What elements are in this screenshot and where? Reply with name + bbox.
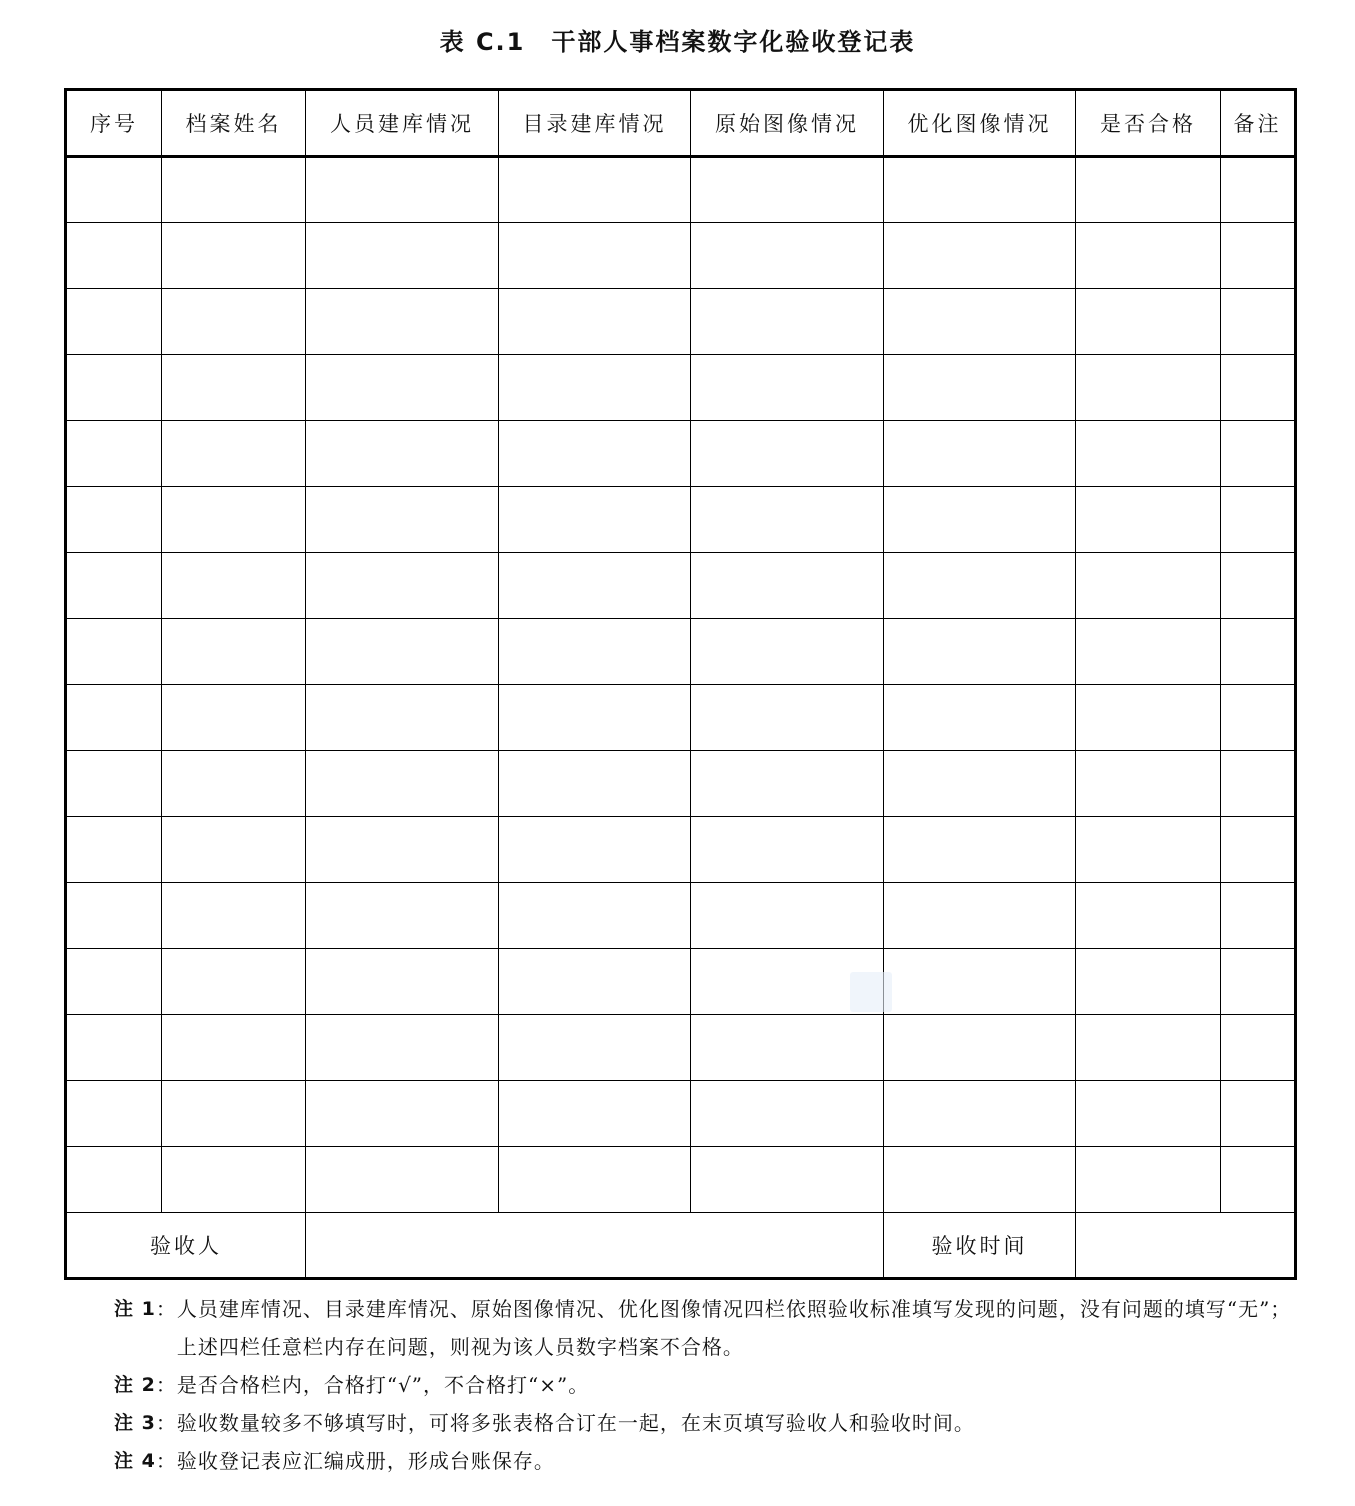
table-row (66, 553, 1296, 619)
table-cell[interactable] (1221, 223, 1296, 289)
table-cell[interactable] (306, 883, 499, 949)
table-cell[interactable] (162, 1015, 306, 1081)
table-cell[interactable] (162, 619, 306, 685)
note-text: 验收数量较多不够填写时，可将多张表格合订在一起，在末页填写验收人和验收时间。 (176, 1411, 975, 1435)
table-cell[interactable] (66, 289, 162, 355)
note-text: 是否合格栏内，合格打“√”，不合格打“×”。 (176, 1373, 590, 1397)
note-item: 注 1 ： 人员建库情况、目录建库情况、原始图像情况、优化图像情况四栏依照验收标准填写发现的问题，没有问题的填写“无”；上述四栏任意栏内存在问题，则视为该人员数字档案不合格。 (114, 1290, 1299, 1366)
table-body (66, 157, 1296, 1213)
table-cell[interactable] (162, 553, 306, 619)
table-cell[interactable] (1221, 289, 1296, 355)
table-cell[interactable] (66, 355, 162, 421)
table-cell[interactable] (1221, 883, 1296, 949)
acceptance-time-label: 验收时间 (884, 1213, 1076, 1279)
table-cell[interactable] (691, 487, 884, 553)
table-cell[interactable] (691, 289, 884, 355)
header-cell: 优化图像情况 (884, 90, 1076, 157)
table-cell[interactable] (499, 883, 691, 949)
note-item: 注 4 ： 验收登记表应汇编成册，形成台账保存。 (114, 1442, 1299, 1480)
header-cell: 原始图像情况 (691, 90, 884, 157)
table-cell[interactable] (691, 619, 884, 685)
table-cell[interactable] (499, 355, 691, 421)
table-cell[interactable] (66, 421, 162, 487)
table-cell[interactable] (884, 355, 1076, 421)
table-cell[interactable] (499, 685, 691, 751)
table-row (66, 817, 1296, 883)
table-row (66, 685, 1296, 751)
header-row (66, 90, 1296, 157)
table-cell[interactable] (162, 223, 306, 289)
table-cell[interactable] (1076, 817, 1221, 883)
table-cell[interactable] (499, 751, 691, 817)
table-cell[interactable] (306, 223, 499, 289)
table-cell[interactable] (884, 289, 1076, 355)
table-cell[interactable] (66, 157, 162, 223)
table-cell[interactable] (1221, 1015, 1296, 1081)
table-cell[interactable] (691, 685, 884, 751)
table-cell[interactable] (1221, 487, 1296, 553)
table-cell[interactable] (499, 1147, 691, 1213)
table-cell[interactable] (306, 421, 499, 487)
table-cell[interactable] (1076, 1015, 1221, 1081)
table-row (66, 355, 1296, 421)
header-cell: 备注 (1221, 90, 1296, 157)
table-cell[interactable] (691, 817, 884, 883)
table-cell[interactable] (1221, 1081, 1296, 1147)
table-cell[interactable] (66, 619, 162, 685)
table-cell[interactable] (1221, 355, 1296, 421)
table-cell[interactable] (884, 1081, 1076, 1147)
table-cell[interactable] (1076, 685, 1221, 751)
table-row (66, 289, 1296, 355)
table-cell[interactable] (306, 487, 499, 553)
table-cell[interactable] (884, 883, 1076, 949)
table-cell[interactable] (66, 883, 162, 949)
table-cell[interactable] (691, 1147, 884, 1213)
table-row (66, 223, 1296, 289)
table-cell[interactable] (306, 1081, 499, 1147)
table-cell[interactable] (499, 421, 691, 487)
table-cell[interactable] (66, 553, 162, 619)
table-cell[interactable] (1221, 1147, 1296, 1213)
acceptor-field[interactable] (306, 1213, 884, 1279)
table-cell[interactable] (306, 553, 499, 619)
note-item: 注 3 ： 验收数量较多不够填写时，可将多张表格合订在一起，在末页填写验收人和验收时间。 (114, 1404, 1299, 1442)
table-cell[interactable] (66, 1015, 162, 1081)
table-cell[interactable] (162, 421, 306, 487)
table-row (66, 487, 1296, 553)
table-cell[interactable] (884, 223, 1076, 289)
note-text: 人员建库情况、目录建库情况、原始图像情况、优化图像情况四栏依照验收标准填写发现的问题，没有问题的填写“无”；上述四栏任意栏内存在问题，则视为该人员数字档案不合格。 (176, 1297, 1292, 1359)
table-cell[interactable] (884, 1147, 1076, 1213)
table-cell[interactable] (1221, 685, 1296, 751)
table-cell[interactable] (66, 487, 162, 553)
table-cell[interactable] (306, 949, 499, 1015)
table-cell[interactable] (66, 949, 162, 1015)
note-text: 验收登记表应汇编成册，形成台账保存。 (176, 1449, 555, 1473)
table-row (66, 157, 1296, 223)
table-cell[interactable] (1221, 157, 1296, 223)
table-cell[interactable] (691, 421, 884, 487)
table-cell[interactable] (884, 553, 1076, 619)
note-label: 注 4 (114, 1450, 156, 1472)
table-cell[interactable] (691, 883, 884, 949)
table-cell[interactable] (884, 487, 1076, 553)
table-row (66, 1015, 1296, 1081)
table-cell[interactable] (884, 817, 1076, 883)
table-cell[interactable] (162, 949, 306, 1015)
table-cell[interactable] (691, 553, 884, 619)
table-cell[interactable] (66, 1081, 162, 1147)
table-cell[interactable] (499, 553, 691, 619)
table-cell[interactable] (162, 817, 306, 883)
table-cell[interactable] (884, 1015, 1076, 1081)
table-row (66, 949, 1296, 1015)
table-cell[interactable] (1076, 949, 1221, 1015)
table-cell[interactable] (162, 289, 306, 355)
table-cell[interactable] (306, 157, 499, 223)
table-cell[interactable] (691, 157, 884, 223)
header-cell: 序号 (66, 90, 162, 157)
table-cell[interactable] (162, 157, 306, 223)
table-cell[interactable] (162, 883, 306, 949)
table-cell[interactable] (1076, 355, 1221, 421)
table-cell[interactable] (1076, 223, 1221, 289)
table-cell[interactable] (884, 421, 1076, 487)
table-cell[interactable] (1076, 883, 1221, 949)
table-cell[interactable] (1221, 421, 1296, 487)
table-cell[interactable] (1221, 619, 1296, 685)
table-cell[interactable] (1076, 289, 1221, 355)
table-cell[interactable] (306, 619, 499, 685)
table-cell[interactable] (1076, 487, 1221, 553)
acceptor-label: 验收人 (66, 1213, 306, 1279)
table-cell[interactable] (691, 1015, 884, 1081)
table-cell[interactable] (306, 751, 499, 817)
table-cell[interactable] (1076, 157, 1221, 223)
table-cell[interactable] (499, 223, 691, 289)
table-cell[interactable] (499, 619, 691, 685)
table-cell[interactable] (691, 223, 884, 289)
table-cell[interactable] (66, 685, 162, 751)
table-row (66, 1081, 1296, 1147)
table-cell[interactable] (306, 355, 499, 421)
note-label: 注 2 (114, 1374, 156, 1396)
table-row (66, 1147, 1296, 1213)
table-row (66, 751, 1296, 817)
table-cell[interactable] (1076, 553, 1221, 619)
table-cell[interactable] (499, 157, 691, 223)
header-cell: 人员建库情况 (306, 90, 499, 157)
table-cell[interactable] (306, 289, 499, 355)
table-cell[interactable] (499, 487, 691, 553)
table-cell[interactable] (306, 1015, 499, 1081)
table-cell[interactable] (306, 1147, 499, 1213)
table-cell[interactable] (306, 685, 499, 751)
table-cell[interactable] (162, 751, 306, 817)
table-cell[interactable] (162, 1081, 306, 1147)
table-cell[interactable] (691, 751, 884, 817)
table-cell[interactable] (884, 619, 1076, 685)
header-cell: 档案姓名 (162, 90, 306, 157)
acceptance-time-field[interactable] (1076, 1213, 1296, 1279)
table-cell[interactable] (691, 355, 884, 421)
table-cell[interactable] (1221, 949, 1296, 1015)
table-cell[interactable] (1076, 619, 1221, 685)
table-cell[interactable] (1221, 553, 1296, 619)
note-label: 注 3 (114, 1412, 156, 1434)
header-cell: 是否合格 (1076, 90, 1221, 157)
registration-table (64, 88, 1297, 1280)
table-cell[interactable] (162, 685, 306, 751)
table-cell[interactable] (66, 817, 162, 883)
table-cell[interactable] (499, 949, 691, 1015)
table-cell[interactable] (499, 1015, 691, 1081)
table-cell[interactable] (1221, 751, 1296, 817)
table-cell[interactable] (691, 1081, 884, 1147)
header-cell: 目录建库情况 (499, 90, 691, 157)
footer-row (66, 1213, 1296, 1279)
table-row (66, 883, 1296, 949)
table-cell[interactable] (1076, 1147, 1221, 1213)
table-cell[interactable] (162, 487, 306, 553)
note-label: 注 1 (114, 1298, 156, 1320)
table-cell[interactable] (499, 817, 691, 883)
table-title-text: 干部人事档案数字化验收登记表 (551, 28, 916, 56)
table-row (66, 619, 1296, 685)
table-cell[interactable] (162, 1147, 306, 1213)
table-cell[interactable] (66, 223, 162, 289)
table-row (66, 421, 1296, 487)
table-cell[interactable] (1076, 1081, 1221, 1147)
table-cell[interactable] (1076, 751, 1221, 817)
table-cell[interactable] (499, 1081, 691, 1147)
table-cell[interactable] (66, 1147, 162, 1213)
table-cell[interactable] (884, 751, 1076, 817)
watermark-logo (850, 972, 892, 1012)
table-cell[interactable] (1221, 817, 1296, 883)
table-number: 表 C.1 (439, 28, 526, 56)
notes-section (114, 1290, 1299, 1480)
table-cell[interactable] (884, 949, 1076, 1015)
table-title (0, 22, 1355, 57)
table-cell[interactable] (306, 817, 499, 883)
table-cell[interactable] (499, 289, 691, 355)
table-cell[interactable] (66, 751, 162, 817)
table-cell[interactable] (1076, 421, 1221, 487)
table-cell[interactable] (162, 355, 306, 421)
note-item: 注 2 ： 是否合格栏内，合格打“√”，不合格打“×”。 (114, 1366, 1299, 1404)
table-cell[interactable] (884, 685, 1076, 751)
table-cell[interactable] (884, 157, 1076, 223)
